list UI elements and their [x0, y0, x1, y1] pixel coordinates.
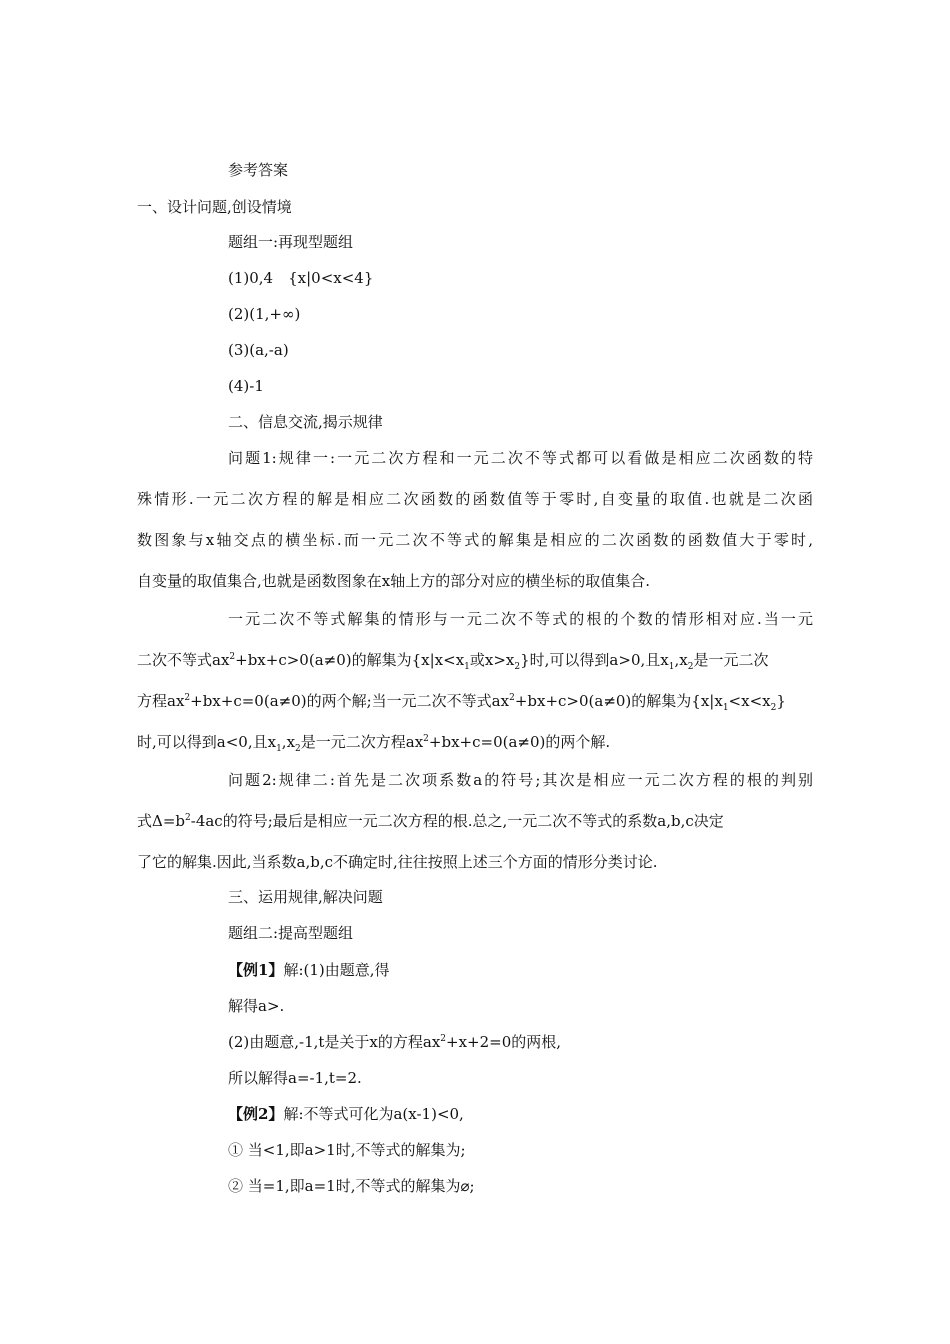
example-2-label: 【例2】	[228, 1105, 284, 1123]
group-title-1: 题组一:再现型题组	[228, 233, 354, 251]
example-2-case-1: ① 当<1,即a>1时,不等式的解集为;	[228, 1141, 466, 1159]
q1-line-4: 自变量的取值集合,也就是函数图象在x轴上方的部分对应的横坐标的取值集合.	[137, 572, 650, 590]
p2-line-4: 时,可以得到a<0,且$x_1,x_2$是一元二次方程$ax^2+bx+c=0(a\ne 0)$的两个解.	[137, 733, 611, 754]
example-1-line-3: (2)由题意,-1,t是关于x的方程$ax^2+x+2=0$的两根,	[228, 1033, 562, 1051]
q1-line-2: 殊情形.一元二次方程的解是相应二次函数的函数值等于零时,自变量的取值.也就是二次函	[137, 490, 813, 508]
p2-line-2: 二次不等式$ax^2+bx+c>0(a\ne 0)$的解集为{$x|x<x_1$或$x>x_2$}时,可以得到a>0,且$x_1,x_2$是一元二次	[137, 651, 769, 672]
example-1-label: 【例1】	[228, 961, 284, 979]
q2-line-1: 问题2:规律二:首先是二次项系数a的符号;其次是相应一元二次方程的根的判别	[228, 771, 813, 789]
q1-line-1: 问题1:规律一:一元二次方程和一元二次不等式都可以看做是相应二次函数的特	[228, 449, 813, 467]
example-1-line-4: 所以解得a=-1,t=2.	[228, 1069, 362, 1087]
q2-line-3: 了它的解集.因此,当系数a,b,c不确定时,往往按照上述三个方面的情形分类讨论.	[137, 853, 658, 871]
group-title-2: 题组二:提高型题组	[228, 924, 354, 942]
example-2: 【例2】解:不等式可化为a(x-1)<0,	[228, 1105, 464, 1123]
section-heading-1: 一、设计问题,创设情境	[137, 198, 292, 216]
p2-line-1: 一元二次不等式解集的情形与一元二次不等式的根的个数的情形相对应.当一元	[228, 610, 813, 628]
example-1: 【例1】解:(1)由题意,得	[228, 961, 390, 979]
answer-2: (2)(1,+∞)	[228, 305, 301, 323]
q1-line-3: 数图象与x轴交点的横坐标.而一元二次不等式的解集是相应的二次函数的函数值大于零时,	[137, 531, 813, 549]
example-2-case-2: ② 当=1,即a=1时,不等式的解集为⌀;	[228, 1177, 475, 1195]
answer-4: (4)-1	[228, 377, 264, 395]
section-heading-3: 三、运用规律,解决问题	[228, 888, 383, 906]
answer-3: (3)(a,-a)	[228, 341, 289, 359]
example-1-line-2: 解得a>.	[228, 997, 285, 1015]
q2-line-2: 式$\Delta=b^2-4ac$的符号;最后是相应一元二次方程的根.总之,一元二次不等式的系数a,b,c决定	[137, 812, 724, 830]
section-heading-2: 二、信息交流,揭示规律	[228, 413, 383, 431]
page-title: 参考答案	[228, 161, 289, 179]
p2-line-3: 方程$ax^2+bx+c=0(a\ne 0)$的两个解;当一元二次不等式$ax^2+bx+c>0(a\ne 0)$的解集为$\{x|x_1<x<x_2\}$	[137, 692, 786, 713]
answer-1: (1)0,4 {x|0<x<4}	[228, 269, 374, 287]
